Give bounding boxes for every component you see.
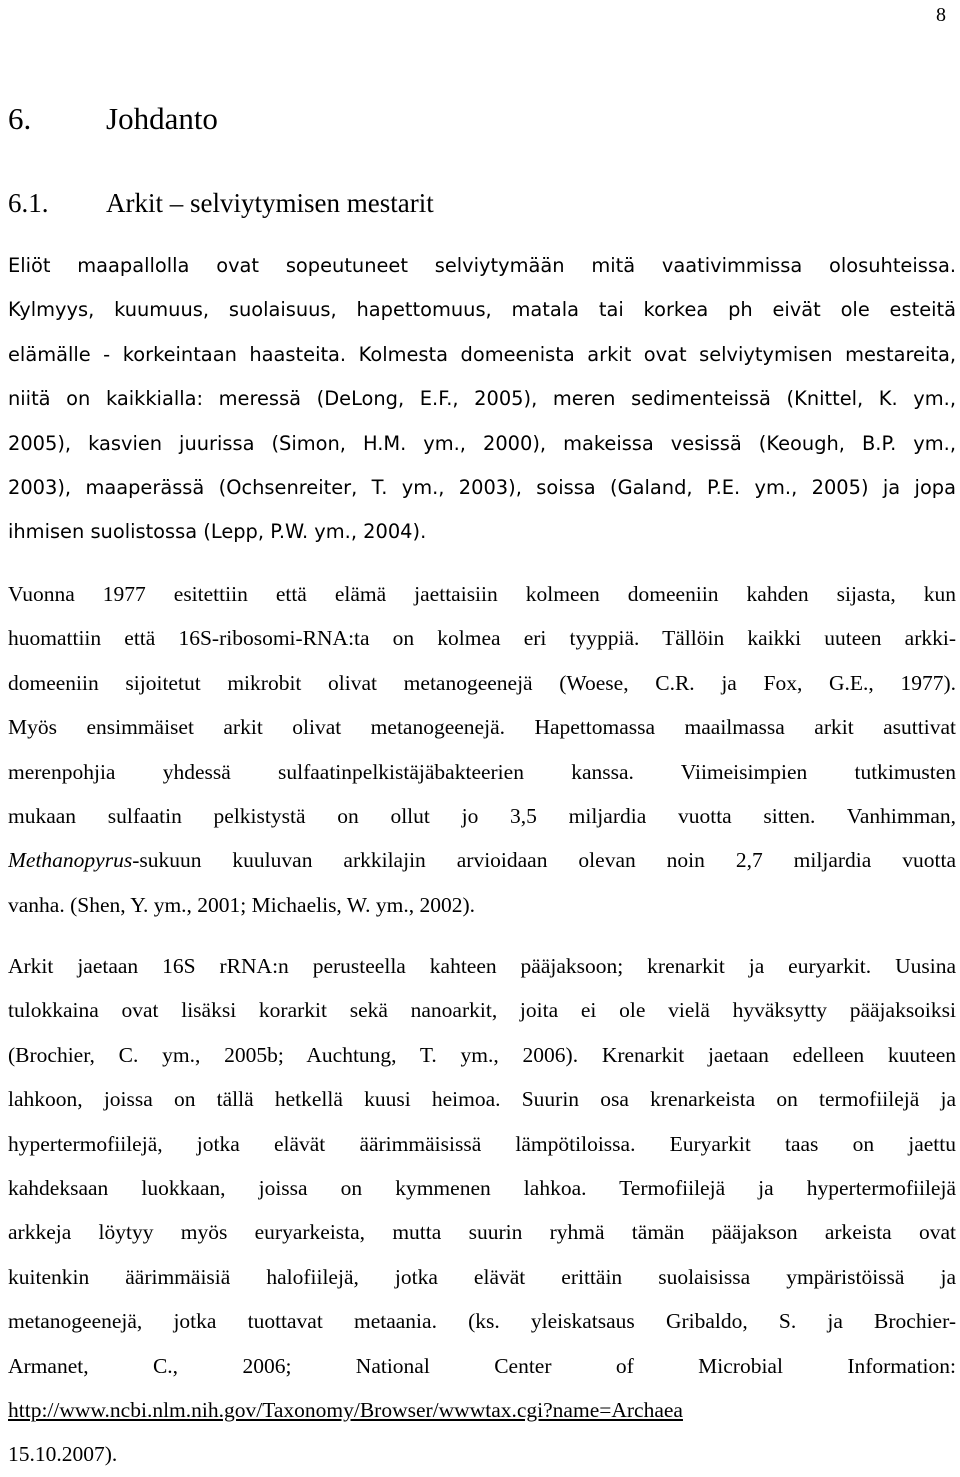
- section-heading: [8, 188, 434, 219]
- paragraph-line: vanha. (Shen, Y. ym., 2001; Michaelis, W. ym., 2002).: [8, 892, 475, 917]
- paragraph-line: Eliöt maapallolla ovat sopeutuneet selviytymään mitä vaativimmissa olosuhteissa.: [8, 254, 956, 277]
- section-title: Arkit – selviytymisen mestarit: [106, 188, 434, 218]
- paragraph-line: tulokkaina ovat lisäksi korarkit sekä nanoarkit, joita ei ole vielä hyväksytty pääjaksoiksi: [8, 998, 956, 1023]
- ncbi-taxonomy-link[interactable]: http://www.ncbi.nlm.nih.gov/Taxonomy/Browser/wwwtax.cgi?name=Archaea: [8, 1397, 683, 1422]
- genus-name: Methanopyrus: [8, 848, 133, 873]
- page-number: 8: [936, 4, 946, 26]
- paragraph-line: [8, 838, 956, 882]
- paragraph-3: [8, 944, 956, 1477]
- chapter-number: 6.: [8, 101, 32, 136]
- paragraph-line: metanogeenejä, jotka tuottavat metaania. (ks. yleiskatsaus Gribaldo, S. ja Brochier-: [8, 1309, 956, 1334]
- paragraph-line: mukaan sulfaatin pelkistystä on ollut jo 3,5 miljardia vuotta sitten. Vanhimman,: [8, 803, 956, 828]
- paragraph-line: Kylmyys, kuumuus, suolaisuus, hapettomuus, matala tai korkea ph eivät ole esteitä: [8, 298, 956, 322]
- paragraph-line: merenpohjia yhdessä sulfaatinpelkistäjäbakteerien kanssa. Viimeisimpien tutkimusten: [8, 759, 956, 784]
- paragraph-line: (Brochier, C. ym., 2005b; Auchtung, T. ym., 2006). Krenarkit jaetaan edelleen kuuteen: [8, 1042, 956, 1067]
- section-number: 6.1.: [8, 188, 49, 218]
- paragraph-line: Armanet, C., 2006; National Center of Microbial Information:: [8, 1353, 956, 1378]
- paragraph-line: arkkeja löytyy myös euryarkeista, mutta suurin ryhmä tämän pääjakson arkeista ovat: [8, 1220, 956, 1245]
- paragraph-line: [8, 1388, 956, 1432]
- paragraph-line: 2005), kasvien juurissa (Simon, H.M. ym., 2000), makeissa vesissä (Keough, B.P. ym.,: [8, 431, 956, 455]
- paragraph-line: hypertermofiilejä, jotka elävät äärimmäisissä lämpötiloissa. Euryarkit taas on jaettu: [8, 1131, 956, 1156]
- paragraph-line: Myös ensimmäiset arkit olivat metanogeenejä. Hapettomassa maailmassa arkit asuttivat: [8, 715, 956, 740]
- paragraph-line: huomattiin että 16S-ribosomi-RNA:ta on kolmea eri tyyppiä. Tällöin kaikki uuteen arkki-: [8, 626, 956, 651]
- paragraph-line: ihmisen suolistossa (Lepp, P.W. ym., 2004).: [8, 520, 427, 544]
- paragraph-line: Vuonna 1977 esitettiin että elämä jaettaisiin kolmeen domeeniin kahden sijasta, kun: [8, 582, 956, 606]
- paragraph-line-rest: -sukuun kuuluvan arkkilajin arvioidaan olevan noin 2,7 miljardia vuotta: [132, 848, 956, 873]
- paragraph-line: kuitenkin äärimmäisiä halofiilejä, jotka elävät erittäin suolaisissa ympäristöissä ja: [8, 1264, 956, 1289]
- paragraph-line: elämälle - korkeintaan haasteita. Kolmesta domeenista arkit ovat selviytymisen mestareita,: [8, 342, 956, 366]
- paragraph-line: 15.10.2007).: [8, 1442, 118, 1467]
- chapter-title: Johdanto: [106, 101, 218, 136]
- paragraph-2: [8, 572, 956, 927]
- paragraph-line: lahkoon, joissa on tällä hetkellä kuusi heimoa. Suurin osa krenarkeista on termofiilejä ja: [8, 1087, 956, 1112]
- paragraph-line: 2003), maaperässä (Ochsenreiter, T. ym., 2003), soissa (Galand, P.E. ym., 2005) ja jopa: [8, 475, 956, 499]
- paragraph-line: domeeniin sijoitetut mikrobit olivat metanogeenejä (Woese, C.R. ja Fox, G.E., 1977).: [8, 670, 956, 695]
- chapter-heading: [8, 101, 218, 137]
- paragraph-line: Arkit jaetaan 16S rRNA:n perusteella kahteen pääjaksoon; krenarkit ja euryarkit. Uusina: [8, 954, 956, 978]
- paragraph-1: [8, 244, 956, 555]
- paragraph-line: niitä on kaikkialla: meressä (DeLong, E.F., 2005), meren sedimenteissä (Knittel, K. ym.,: [8, 387, 956, 411]
- paragraph-line: kahdeksaan luokkaan, joissa on kymmenen lahkoa. Termofiilejä ja hypertermofiilejä: [8, 1175, 956, 1200]
